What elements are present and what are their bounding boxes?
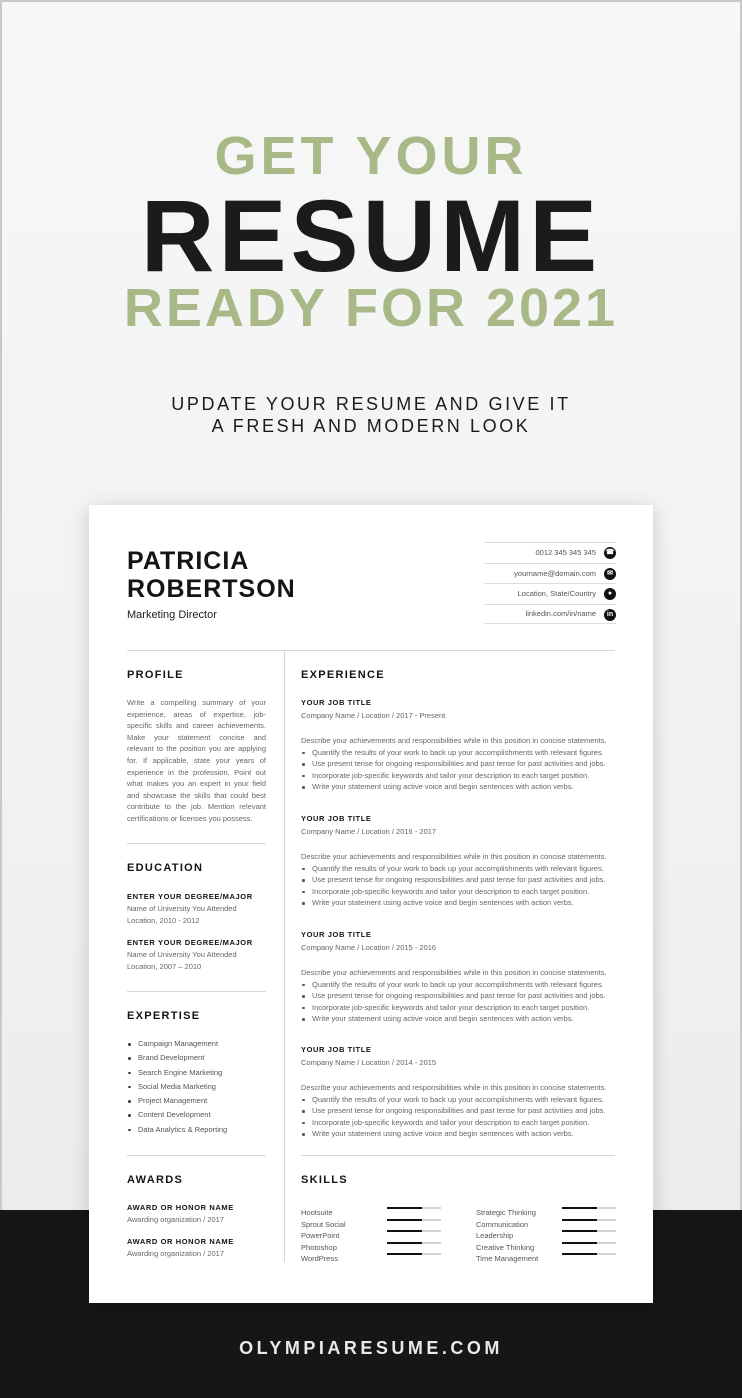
skill-name: Hootsuite [301, 1208, 333, 1217]
skill-row [301, 1237, 441, 1252]
skill-name: Sprout Social [301, 1219, 346, 1229]
skill-row [476, 1202, 616, 1217]
award-item [127, 1203, 267, 1226]
subheadline-line-1: UPDATE YOUR RESUME AND GIVE IT [171, 394, 571, 414]
skill-bar-fill [387, 1242, 422, 1244]
skill-bar-fill [387, 1253, 422, 1255]
profile-heading: PROFILE [127, 669, 184, 681]
skill-name: Leadership [476, 1231, 514, 1240]
list-item: Incorporate job-specific keywords and tailor your description to each target position. [301, 770, 617, 782]
skill-bar [562, 1207, 616, 1209]
resume-sheet [89, 505, 653, 1303]
list-item: Search Engine Marketing [127, 1066, 267, 1080]
skill-bar [387, 1207, 441, 1209]
job-company: Company Name / Location / 2016 - 2017 [301, 827, 437, 836]
list-item: Incorporate job-specific keywords and tailor your description to each target position. [301, 886, 617, 898]
skill-bar-fill [562, 1207, 597, 1209]
job-description: Describe your achievements and responsibilities while in this position in concise statements. [301, 968, 607, 977]
skill-bar-fill [387, 1207, 422, 1209]
job-entry [301, 814, 617, 909]
skill-name: Creative Thinking [476, 1242, 535, 1252]
job-entry [301, 930, 617, 1025]
skill-bar-fill [562, 1230, 597, 1232]
column-divider [284, 650, 285, 1262]
skills-column-left [301, 1202, 441, 1263]
headline-get-your: GET YOUR [214, 126, 528, 186]
contact-phone [484, 542, 616, 563]
profile-text: Write a compelling summary of your experience, areas of expertise, job-specific skills and career achievements. Make your statement concise and relevant to the position you are applying for. If applicable, state your years of experience in the profession. Point out what makes you an expert in your field and showcase the skills that could best contribute to the job. Mention relevant certifications or licenses you possess. [127, 698, 266, 823]
award-name: AWARD OR HONOR NAME [127, 1237, 234, 1246]
job-entry [301, 1045, 617, 1140]
list-item: Write your statement using active voice and begin sentences with action verbs. [301, 781, 617, 793]
skill-row [301, 1214, 441, 1229]
list-item: Write your statement using active voice and begin sentences with action verbs. [301, 897, 617, 909]
profile-divider [127, 843, 266, 844]
skill-name: Time Management [476, 1254, 539, 1263]
skill-bar [562, 1230, 616, 1232]
list-item: Data Analytics & Reporting [127, 1123, 267, 1137]
job-bullets [301, 863, 617, 909]
skill-bar [387, 1253, 441, 1255]
list-item: Content Development [127, 1108, 267, 1122]
list-item: Project Management [127, 1094, 267, 1108]
awards-heading: AWARDS [127, 1174, 184, 1186]
list-item: Quantify the results of your work to back up your accomplishments with relevant figures. [301, 863, 617, 875]
resume-first-name: PATRICIA [127, 547, 250, 575]
contact-email-text: yourname@domain.com [514, 568, 596, 578]
contact-location [484, 583, 616, 604]
linkedin-icon: in [604, 609, 616, 621]
education-item [127, 892, 267, 926]
list-item: Write your statement using active voice and begin sentences with action verbs. [301, 1013, 617, 1025]
list-item: Social Media Marketing [127, 1080, 267, 1094]
job-description: Describe your achievements and responsibilities while in this position in concise statements. [301, 852, 607, 861]
skill-name: PowerPoint [301, 1231, 340, 1240]
list-item: Quantify the results of your work to back up your accomplishments with relevant figures. [301, 747, 617, 759]
education-degree: ENTER YOUR DEGREE/MAJOR [127, 938, 253, 947]
education-heading: EDUCATION [127, 862, 204, 874]
skill-name: Photoshop [301, 1242, 337, 1252]
skill-bar [387, 1219, 441, 1221]
phone-icon: ☎ [604, 547, 616, 559]
contact-linkedin-text: linkedin.com/in/name [525, 609, 596, 619]
skill-bar-fill [562, 1219, 597, 1221]
education-school: Name of University You Attended [127, 950, 237, 959]
job-description: Describe your achievements and responsibilities while in this position in concise statements. [301, 736, 607, 745]
job-title: YOUR JOB TITLE [301, 930, 372, 939]
expertise-list [127, 1037, 267, 1137]
skill-row [301, 1248, 441, 1263]
list-item: Use present tense for ongoing responsibilities and past tense for past activities and jobs. [301, 990, 617, 1002]
experience-heading: EXPERIENCE [301, 669, 385, 681]
skill-name: Strategic Thinking [476, 1208, 536, 1217]
skill-bar-fill [387, 1219, 422, 1221]
skill-name: Communication [476, 1219, 529, 1229]
header-divider [127, 650, 615, 651]
subheadline-line-2: A FRESH AND MODERN LOOK [211, 416, 531, 436]
expertise-heading: EXPERTISE [127, 1010, 201, 1022]
skill-name: WordPress [301, 1254, 338, 1263]
job-company: Company Name / Location / 2014 - 2015 [301, 1058, 437, 1067]
list-item: Quantify the results of your work to back up your accomplishments with relevant figures. [301, 1094, 617, 1106]
contact-location-text: Location, State/Country [517, 589, 596, 599]
list-item: Use present tense for ongoing responsibilities and past tense for past activities and jobs. [301, 758, 617, 770]
education-school: Name of University You Attended [127, 904, 237, 913]
job-description: Describe your achievements and responsibilities while in this position in concise statements. [301, 1083, 607, 1092]
headline-ready-for-2021: READY FOR 2021 [123, 278, 619, 338]
list-item: Write your statement using active voice and begin sentences with action verbs. [301, 1128, 617, 1140]
education-detail: Location, 2010 - 2012 [127, 915, 200, 925]
award-org: Awarding organization / 2017 [127, 1215, 225, 1224]
job-title: YOUR JOB TITLE [301, 814, 372, 823]
skill-bar-fill [562, 1253, 597, 1255]
list-item: Use present tense for ongoing responsibilities and past tense for past activities and jobs. [301, 1105, 617, 1117]
education-degree: ENTER YOUR DEGREE/MAJOR [127, 892, 253, 901]
job-entry [301, 698, 617, 793]
resume-last-name: ROBERTSON [127, 575, 296, 603]
skill-row [301, 1225, 441, 1240]
contact-linkedin [484, 604, 616, 625]
skill-row [301, 1202, 441, 1217]
skills-column-right [476, 1202, 616, 1263]
list-item: Incorporate job-specific keywords and tailor your description to each target position. [301, 1117, 617, 1129]
award-org: Awarding organization / 2017 [127, 1249, 225, 1258]
list-item: Use present tense for ongoing responsibilities and past tense for past activities and jobs. [301, 874, 617, 886]
education-item [127, 938, 267, 972]
contact-block [484, 542, 616, 624]
skill-bar-fill [562, 1242, 597, 1244]
job-bullets [301, 747, 617, 793]
skill-bar [562, 1219, 616, 1221]
skills-divider [301, 1155, 615, 1156]
skill-bar [562, 1253, 616, 1255]
skill-bar [387, 1230, 441, 1232]
skill-row [476, 1237, 616, 1252]
list-item: Brand Development [127, 1051, 267, 1065]
education-detail: Location, 2007 – 2010 [127, 961, 202, 971]
location-icon: ● [604, 588, 616, 600]
skill-bar-fill [387, 1230, 422, 1232]
job-title: YOUR JOB TITLE [301, 1045, 372, 1054]
skill-row [476, 1225, 616, 1240]
email-icon: ✉ [604, 568, 616, 580]
skill-bar [387, 1242, 441, 1244]
skill-bar [562, 1242, 616, 1244]
resume-role: Marketing Director [127, 609, 217, 621]
job-company: Company Name / Location / 2015 - 2016 [301, 943, 437, 952]
job-bullets [301, 1094, 617, 1140]
job-bullets [301, 979, 617, 1025]
list-item: Quantify the results of your work to back up your accomplishments with relevant figures. [301, 979, 617, 991]
education-divider [127, 991, 266, 992]
award-item [127, 1237, 267, 1260]
skill-row [476, 1214, 616, 1229]
award-name: AWARD OR HONOR NAME [127, 1203, 234, 1212]
contact-phone-text: 0012 345 345 345 [535, 548, 596, 558]
list-item: Campaign Management [127, 1037, 267, 1051]
job-title: YOUR JOB TITLE [301, 698, 372, 707]
footer-url[interactable]: OLYMPIARESUME.COM [239, 1338, 503, 1358]
job-company: Company Name / Location / 2017 - Present [301, 711, 446, 720]
skills-heading: SKILLS [301, 1174, 348, 1186]
contact-email [484, 563, 616, 584]
expertise-divider [127, 1155, 266, 1156]
headline-resume: RESUME [140, 179, 602, 293]
skill-row [476, 1248, 616, 1263]
list-item: Incorporate job-specific keywords and tailor your description to each target position. [301, 1002, 617, 1014]
